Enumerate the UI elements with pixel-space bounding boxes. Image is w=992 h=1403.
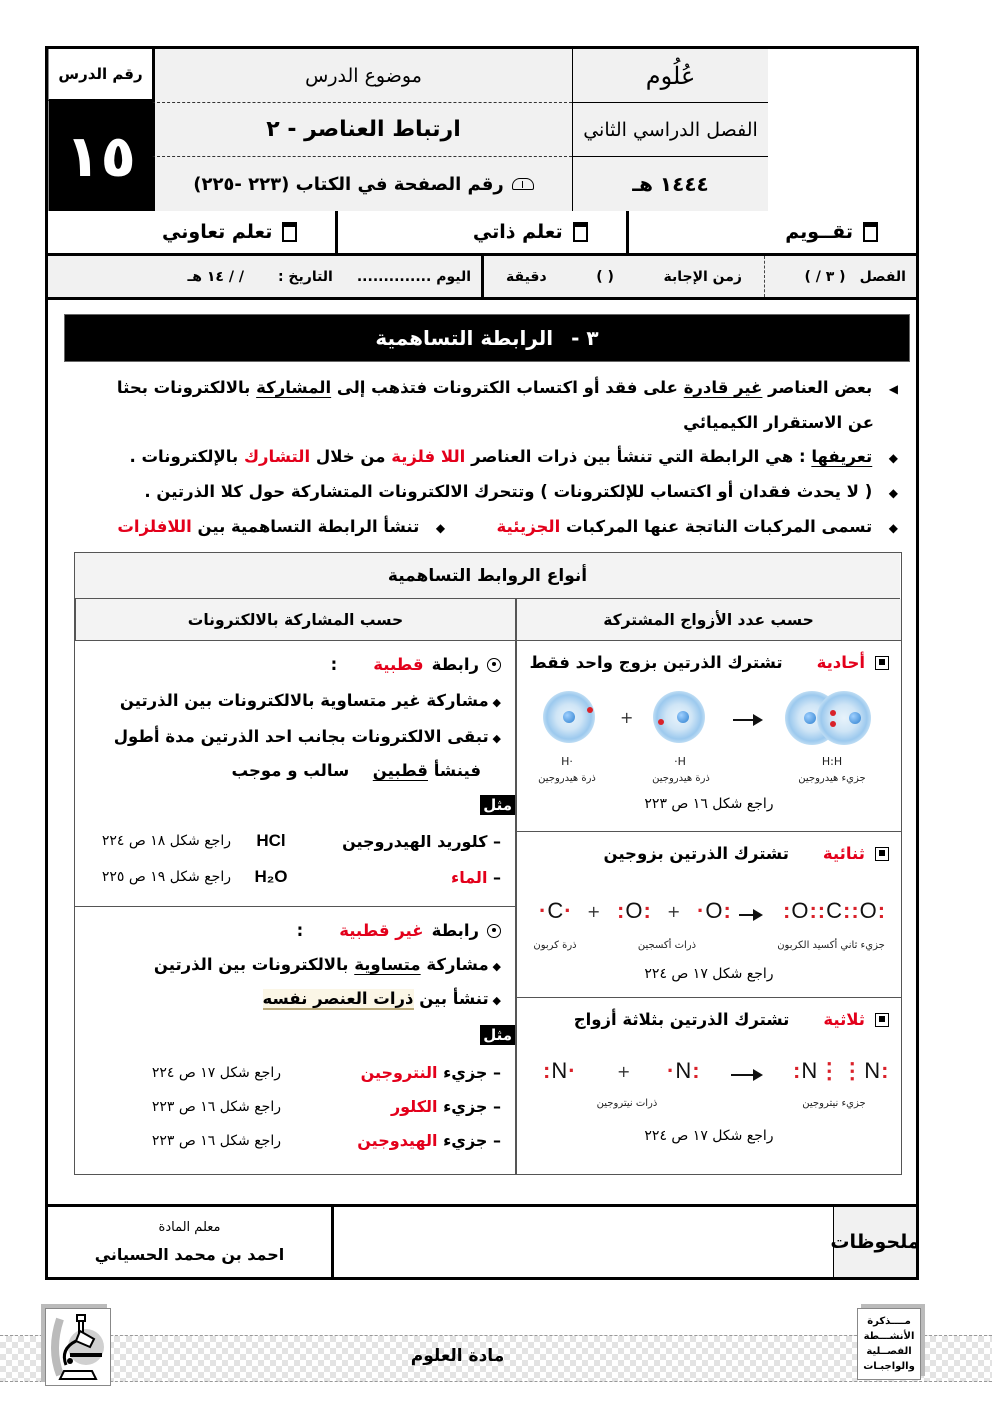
column-header-by-sharing: حسب المشاركة بالالكترونات bbox=[75, 599, 515, 641]
electron bbox=[587, 707, 593, 713]
double-bond-heading: ثنائية تشترك الذرتين بزوجين bbox=[603, 844, 889, 863]
class-value: ( ٣ / ) bbox=[804, 268, 846, 285]
example-tag: مثل bbox=[480, 795, 515, 815]
caption: جزيء ثاني أكسيد الكربون bbox=[777, 940, 885, 951]
radio-bullet-icon bbox=[487, 924, 501, 938]
class-field[interactable] bbox=[764, 256, 916, 297]
diamond-bullet-icon: ◆ bbox=[488, 732, 501, 745]
diamond-bullet-icon: ◆ bbox=[888, 451, 898, 465]
learning-type-cooperative[interactable] bbox=[48, 211, 338, 253]
single-bond-card bbox=[517, 641, 901, 832]
polar-point-2-cont: فينشأ قطبين سالب و موجب bbox=[231, 761, 481, 780]
co2-lewis: :O::C::O: bbox=[783, 898, 887, 923]
plus-sign: + bbox=[587, 902, 601, 921]
book-icon bbox=[512, 178, 534, 190]
notes-field[interactable] bbox=[331, 1207, 833, 1277]
single-bond-heading: أحادية تشترك الذرتين بزوج واحد فقط bbox=[530, 653, 889, 672]
radio-bullet-icon bbox=[487, 658, 501, 672]
oxygen-lewis: ·O: bbox=[697, 898, 732, 923]
electron bbox=[658, 719, 664, 725]
microscope-icon bbox=[46, 1309, 110, 1385]
diamond-bullet-icon: ◆ bbox=[488, 696, 501, 709]
lesson-number-label: رقم الدرس bbox=[48, 49, 152, 101]
note-line: ◆ ( لا يحدث فقدان أو اكتساب للإلكترونات ) وتتحرك الالكترونات المتشاركة حول كلا الذرتين . bbox=[68, 475, 898, 510]
learning-type-self[interactable] bbox=[338, 211, 628, 253]
intro-line-2: عن الاستقرار الكيميائي bbox=[683, 413, 874, 432]
diamond-bullet-icon: ◆ bbox=[888, 486, 898, 500]
arrow-icon bbox=[733, 719, 761, 721]
nonpolar-bond-card bbox=[75, 907, 515, 1174]
learning-type-row bbox=[48, 211, 916, 256]
teacher-box bbox=[48, 1207, 331, 1277]
example-row: – الماء H₂O راجع شكل ١٩ ص ٢٢٥ bbox=[101, 867, 501, 887]
hijri-year: ١٤٤٤ هـ bbox=[572, 157, 768, 211]
caption: ذرة كربون bbox=[533, 940, 577, 951]
topic-title: ارتباط العناصر - ٢ bbox=[152, 103, 572, 157]
teacher-name: احمد بن محمد الحسياني bbox=[94, 1245, 285, 1264]
plus-sign: + bbox=[667, 902, 681, 921]
learning-type-label: تقــويم bbox=[785, 221, 853, 243]
term-title: الفصل الدراسي الثاني bbox=[572, 103, 768, 157]
section-title: الرابطة التساهمية bbox=[375, 326, 554, 350]
symbol-label: H:H bbox=[821, 755, 843, 768]
electron bbox=[830, 721, 836, 727]
book-pages bbox=[152, 157, 572, 211]
nucleus bbox=[849, 712, 861, 724]
table-title: أنواع الروابط التساهمية bbox=[75, 553, 900, 599]
learning-type-label: تعلم تعاوني bbox=[162, 221, 273, 243]
checkbox-icon[interactable] bbox=[282, 222, 297, 242]
answer-time-field[interactable] bbox=[481, 256, 764, 297]
diamond-bullet-icon: ◆ bbox=[888, 521, 898, 535]
footer-subject-title: مادة العلوم bbox=[410, 1346, 505, 1366]
figure-reference: راجع شكل ١٧ ص ٢٢٤ bbox=[644, 966, 774, 982]
info-row bbox=[48, 256, 916, 300]
arrow-icon bbox=[731, 1074, 761, 1076]
hydrogen-atom bbox=[817, 691, 871, 745]
day-label: اليوم .............. bbox=[356, 268, 471, 285]
subject-title: عُلُوم bbox=[572, 49, 768, 103]
learning-type-label: تعلم ذاتي bbox=[472, 221, 563, 243]
nonpolar-point-2: ◆ تنشأ بين ذرات العنصر نفسه bbox=[262, 989, 501, 1008]
worksheet-header bbox=[48, 49, 916, 211]
example-tag: مثل bbox=[480, 1025, 515, 1045]
arrow-icon bbox=[739, 914, 761, 916]
caption: ذرات أكسجين bbox=[637, 940, 697, 951]
plus-sign: + bbox=[617, 1062, 631, 1081]
notes-row bbox=[48, 1204, 920, 1277]
caption: ذرات نيتروجين bbox=[596, 1098, 658, 1109]
diamond-bullet-icon: ◆ bbox=[488, 960, 501, 973]
naming-line: ◆ تسمى المركبات الناتجة عنها المركبات الجزيئية ◆ تنشأ الرابطة التساهمية بين اللافلزات bbox=[68, 510, 898, 545]
teacher-label: معلم المادة bbox=[158, 1220, 221, 1235]
oxygen-lewis: :O: bbox=[617, 898, 652, 923]
lesson-number: ١٥ bbox=[48, 101, 152, 211]
example-row: – جزيء الهيدوجين راجع شكل ١٦ ص ٢٢٣ bbox=[151, 1131, 501, 1150]
triangle-bullet-icon: ◀ bbox=[888, 382, 898, 396]
intro-text bbox=[68, 371, 898, 545]
nucleus bbox=[677, 711, 689, 723]
nitrogen-lewis: :N· bbox=[543, 1058, 577, 1083]
microscope-logo bbox=[45, 1308, 111, 1386]
intro-line-1: ◀ بعض العناصر غير قادرة على فقد أو اكتساب الكترونات فتذهب إلى المشاركة بالالكترونات بحثا bbox=[68, 371, 898, 406]
book-pages-text: رقم الصفحة في الكتاب (٢٢٣ -٢٢٥) bbox=[193, 173, 504, 195]
figure-reference: راجع شكل ١٦ ص ٢٢٣ bbox=[644, 796, 774, 812]
definition-line: ◆ تعريفها : هي الرابطة التي تنشأ بين ذرات العناصر اللا فلزية من خلال التشارك بالإلكترونات . bbox=[68, 440, 898, 475]
double-bond-card bbox=[517, 832, 901, 998]
nucleus bbox=[563, 711, 575, 723]
caption: ذرة هيدروجين bbox=[538, 773, 596, 784]
carbon-lewis: ·C· bbox=[539, 898, 573, 923]
nonpolar-bond-heading: رابطة غير قطبية : bbox=[297, 921, 501, 940]
learning-type-evaluation[interactable] bbox=[629, 211, 916, 253]
nitrogen-lewis: ·N: bbox=[667, 1058, 701, 1083]
triple-bond-card bbox=[517, 998, 901, 1174]
notes-label: ملحوظات bbox=[833, 1207, 916, 1277]
answer-time-value: ( ) bbox=[596, 268, 614, 285]
polar-bond-heading: رابطة قطبية : bbox=[331, 655, 501, 674]
class-label: الفصل bbox=[859, 268, 906, 285]
worksheet-frame bbox=[45, 46, 919, 1280]
symbol-label: ·H bbox=[674, 755, 686, 768]
date-value: / / ١٤ هـ bbox=[187, 268, 244, 285]
bond-types-table bbox=[74, 552, 902, 1175]
checkbox-icon[interactable] bbox=[863, 222, 878, 242]
checkbox-icon[interactable] bbox=[573, 222, 588, 242]
caption: ذرة هيدروجين bbox=[652, 773, 710, 784]
answer-time-unit: دقيقة bbox=[506, 268, 547, 285]
blank-box bbox=[768, 49, 916, 211]
nucleus bbox=[804, 712, 816, 724]
answer-time-label: زمن الإجابة bbox=[663, 268, 742, 285]
plus-sign: + bbox=[620, 708, 634, 727]
caption: جزيء نيتروجين bbox=[802, 1098, 866, 1109]
polar-point-1: ◆ مشاركة غير متساوية بالالكترونات بين الذرتين bbox=[119, 691, 501, 710]
diamond-bullet-icon: ◆ bbox=[488, 994, 501, 1007]
figure-reference: راجع شكل ١٧ ص ٢٢٤ bbox=[644, 1128, 774, 1144]
nonpolar-point-1: ◆ مشاركة متساوية بالالكترونات بين الذرتين bbox=[153, 955, 501, 974]
section-number: ٣ - bbox=[571, 326, 599, 350]
topic-label: موضوع الدرس bbox=[152, 49, 572, 103]
polar-point-2: ◆ تبقى الالكترونات بجانب احد الذرتين مدة أطول bbox=[113, 727, 501, 746]
n2-lewis-diagram bbox=[517, 998, 901, 1174]
caption: جزيء هيدروجين bbox=[798, 773, 866, 784]
activities-badge: مــــذكرة الأنشـــطة الفصــلية والواجبـات bbox=[857, 1308, 921, 1380]
electron bbox=[830, 710, 836, 716]
column-header-by-pairs: حسب عدد الأزواج المشتركة bbox=[516, 599, 901, 641]
date-label: التاريخ : bbox=[277, 268, 333, 285]
example-row: – كلوريد الهيدروجين HCl راجع شكل ١٨ ص ٢٢٤ bbox=[101, 831, 501, 851]
date-field[interactable] bbox=[48, 256, 481, 297]
example-row: – جزيء الكلور راجع شكل ١٦ ص ٢٢٣ bbox=[151, 1097, 501, 1116]
triple-bond-heading: ثلاثية تشترك الذرتين بثلاثة أزواج bbox=[574, 1010, 889, 1029]
diamond-bullet-icon: ◆ bbox=[435, 521, 446, 535]
example-row: – جزيء النتروجين راجع شكل ١٧ ص ٢٢٤ bbox=[151, 1063, 501, 1082]
section-title-bar bbox=[64, 314, 910, 362]
polar-bond-card bbox=[75, 641, 515, 907]
n2-lewis: :N⋮⋮N: bbox=[793, 1058, 890, 1083]
symbol-label: H· bbox=[561, 755, 573, 768]
